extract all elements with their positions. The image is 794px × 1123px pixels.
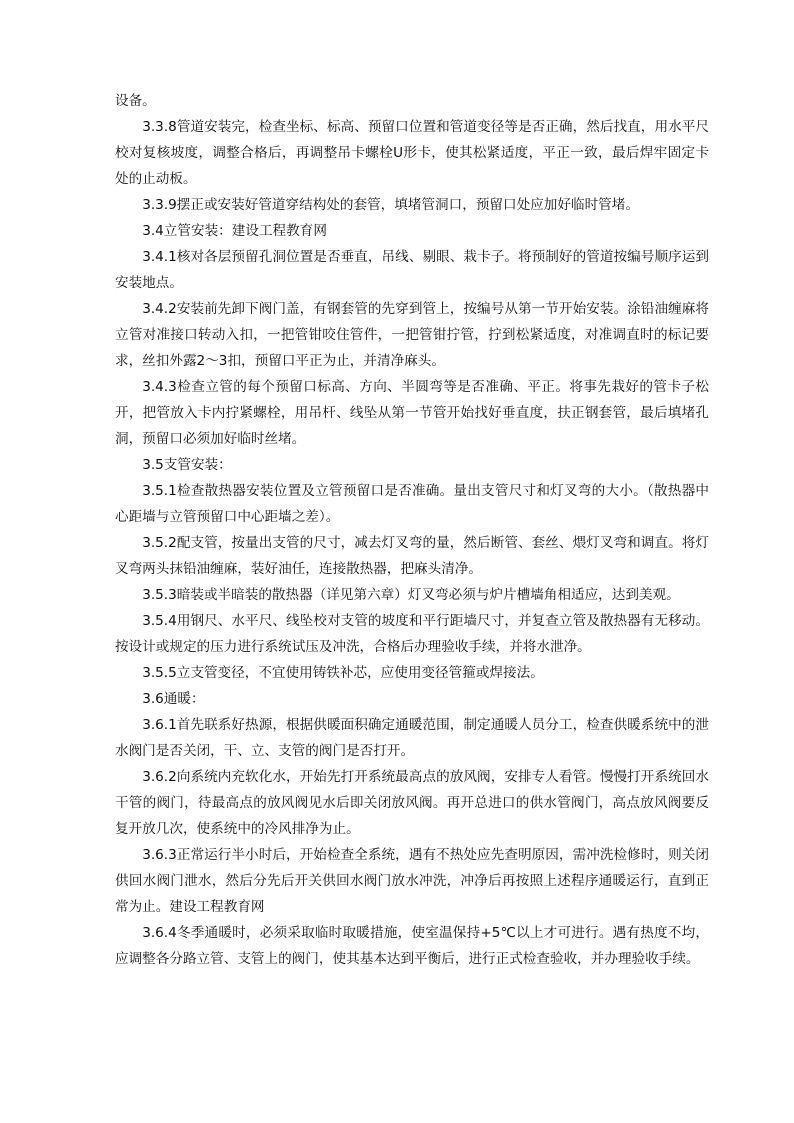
paragraph-3-5-1: 3.5.1检查散热器安装位置及立管预留口是否准确。量出支管尺寸和灯叉弯的大小。（散热器中心距墙与立管预留口中心距墙之差）。	[115, 483, 709, 525]
paragraph-3-4-3: 3.4.3检查立管的每个预留口标高、方向、半圆弯等是否准确、平正。将事先栽好的管卡子松开，把管放入卡内拧紧螺栓，用吊杆、线坠从第一节管开始找好垂直度，扶正钢套管，最后填堵孔洞，预留口必须加好临时丝堵。	[115, 379, 709, 447]
paragraph-3-6-2: 3.6.2向系统内充软化水，开始先打开系统最高点的放风阀，安排专人看管。慢慢打开系统回水干管的阀门，待最高点的放风阀见水后即关闭放风阀。再开总进口的供水管阀门，高点放风阀要反复开放几次，使系统中的冷风排净为止。	[115, 769, 709, 837]
paragraph-3-6-4: 3.6.4冬季通暖时，必须采取临时取暖措施，使室温保持+5℃以上才可进行。遇有热度不均，应调整各分路立管、支管上的阀门，使其基本达到平衡后，进行正式检查验收，并办理验收手续。	[115, 925, 709, 967]
paragraph-3-5-5: 3.5.5立支管变径，不宜使用铸铁补芯，应使用变径管箍或焊接法。	[142, 665, 544, 681]
paragraph-3-5-2: 3.5.2配支管，按量出支管的尺寸，减去灯叉弯的量，然后断管、套丝、煨灯叉弯和调直。将灯叉弯两头抹铅油缠麻，装好油任，连接散热器，把麻头清净。	[115, 535, 709, 577]
document-body	[115, 88, 709, 972]
paragraph-3-3-8: 3.3.8管道安装完，检查坐标、标高、预留口位置和管道变径等是否正确，然后找直，用水平尺校对复核坡度，调整合格后，再调整吊卡螺栓U形卡，使其松紧适度，平正一致，最后焊牢固定卡处的止动板。	[115, 119, 709, 187]
paragraph-3-5-4: 3.5.4用钢尺、水平尺、线坠校对支管的坡度和平行距墙尺寸，并复查立管及散热器有无移动。按设计或规定的压力进行系统试压及冲洗，合格后办理验收手续，并将水泄净。	[115, 613, 709, 655]
paragraph-3-4-2: 3.4.2安装前先卸下阀门盖，有钢套管的先穿到管上，按编号从第一节开始安装。涂铅油缠麻将立管对准接口转动入扣，一把管钳咬住管件，一把管钳拧管，拧到松紧适度，对准调直时的标记要求，丝扣外露2～3扣，预留口平正为止，并清净麻头。	[115, 301, 709, 369]
paragraph-0: 设备。	[115, 93, 156, 109]
paragraph-3-5-3: 3.5.3暗装或半暗装的散热器（详见第六章）灯叉弯必须与炉片槽墙角相适应，达到美观。	[142, 587, 680, 603]
paragraph-3-6-3: 3.6.3正常运行半小时后，开始检查全系统，遇有不热处应先查明原因，需冲洗检修时，则关闭供回水阀门泄水，然后分先后开关供回水阀门放水冲洗，冲净后再按照上述程序通暖运行，直到正常为止。建设工程教育网	[115, 847, 709, 915]
paragraph-3-3-9: 3.3.9摆正或安装好管道穿结构处的套管，填堵管洞口，预留口处应加好临时管堵。	[142, 197, 639, 213]
section-heading-3-6: 3.6通暖：	[142, 691, 205, 707]
section-heading-3-5: 3.5支管安装：	[142, 457, 232, 473]
paragraph-3-4-1: 3.4.1核对各层预留孔洞位置是否垂直，吊线、剔眼、栽卡子。将预制好的管道按编号顺序运到安装地点。	[115, 249, 709, 291]
paragraph-3-6-1: 3.6.1首先联系好热源，根据供暖面积确定通暖范围，制定通暖人员分工，检查供暖系统中的泄水阀门是否关闭，干、立、支管的阀门是否打开。	[115, 717, 709, 759]
section-heading-3-4: 3.4立管安装：建设工程教育网	[142, 223, 327, 239]
